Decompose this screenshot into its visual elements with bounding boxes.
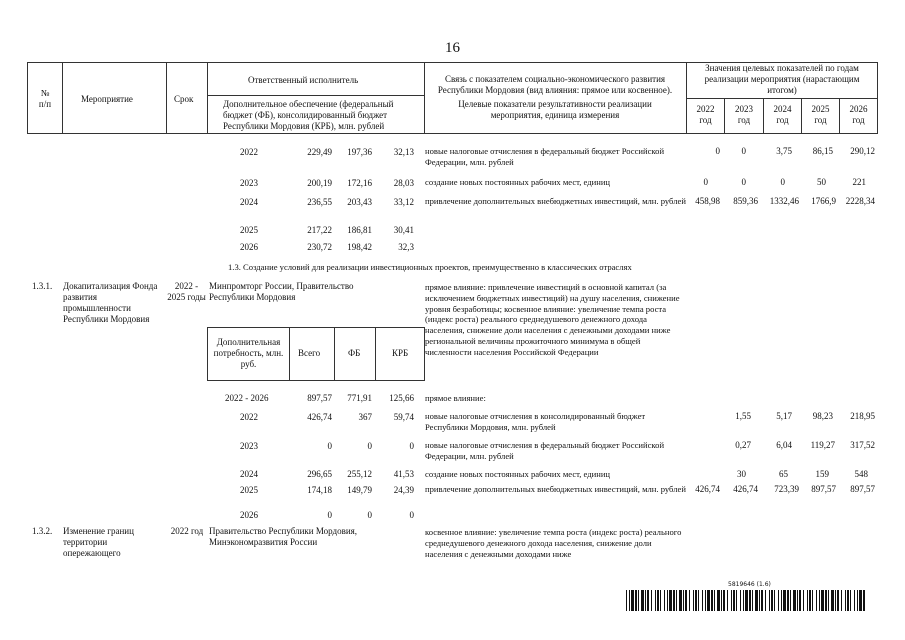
indicator-value-2026: 2228,34 <box>845 196 875 206</box>
indicator-text: новые налоговые отчисления в федеральный бюджет Российской Федерации, млн. рублей <box>425 146 665 167</box>
header-year-2023: 2023 год <box>735 104 753 125</box>
funding-krb: 30,41 <box>393 225 414 235</box>
funding-fb: 197,36 <box>347 147 372 157</box>
item-executor: Правительство Республики Мордовия, Минэкономразвития России <box>209 526 358 547</box>
item-link-text: прямое влияние: привлечение инвестиций в основной капитал (за исключением бюджетных инвестиций) на душу населения, снижение уровня безработицы; косвенное влияние: увеличение темпа роста (индекс роста) реального среднедушевого денежного дохода населения, снижение доли населения с денежными доходами ниже региональной величины прожиточного минимума в общей численности населения Российской Федерации <box>425 282 680 357</box>
funding-krb: 41,53 <box>393 469 414 479</box>
indicator-text: создание новых постоянных рабочих мест, единиц <box>425 469 611 479</box>
indicator-value-2025: 98,23 <box>812 411 833 421</box>
header-event: Мероприятие <box>81 94 133 104</box>
funding-year: 2026 <box>240 510 258 520</box>
indicator-value-2023: 426,74 <box>733 484 758 494</box>
indicator-text: новые налоговые отчисления в федеральный бюджет Российской Федерации, млн. рублей <box>425 440 665 461</box>
funding-year: 2024 <box>240 469 258 479</box>
funding-total: 296,65 <box>307 469 332 479</box>
funding-krb: 125,66 <box>389 393 414 403</box>
funding-krb: 0 <box>409 441 414 451</box>
indicator-text: привлечение дополнительных внебюджетных инвестиций, млн. рублей <box>425 196 686 206</box>
funding-year: 2025 <box>240 225 258 235</box>
indicator-value-2023: 0,27 <box>735 440 751 450</box>
header-additional: Дополнительное обеспечение (федеральный бюджет (ФБ), консолидированный бюджет Республики Мордовия (КРБ), млн. рублей <box>223 99 394 131</box>
indicator-value-2024: 3,75 <box>776 146 792 156</box>
header-year-2026: 2026 год <box>849 104 868 125</box>
indicator-value-2026: 221 <box>852 177 866 187</box>
section-title: 1.3. Создание условий для реализации инвестиционных проектов, преимущественно в классических отраслях <box>228 262 632 272</box>
indicator-value-2025: 119,27 <box>810 440 835 450</box>
funding-fb: 0 <box>367 510 372 520</box>
indicator-value-2022: 458,98 <box>695 196 720 206</box>
funding-total: 229,49 <box>307 147 332 157</box>
barcode-id: 5819646 (1.6) <box>728 581 771 588</box>
indicator-value-2025: 897,57 <box>811 484 836 494</box>
indicator-text: привлечение дополнительных внебюджетных инвестиций, млн. рублей <box>425 484 686 494</box>
funding-year: 2026 <box>240 242 258 252</box>
funding-fb: 186,81 <box>347 225 372 235</box>
funding-krb: 28,03 <box>393 178 414 188</box>
funding-total: 426,74 <box>307 412 332 422</box>
indicator-text: создание новых постоянных рабочих мест, единиц <box>425 177 611 187</box>
funding-fb: 172,16 <box>347 178 372 188</box>
col-fb: ФБ <box>348 348 361 358</box>
header-year-2022: 2022 год <box>696 104 715 125</box>
funding-year: 2024 <box>240 197 258 207</box>
indicator-value-2025: 1766,9 <box>811 196 836 206</box>
item-link-text: косвенное влияние: увеличение темпа роста (индекс роста) реального среднедушевого денежного дохода населения, снижение доли населения с денежными доходами ниже <box>425 527 682 559</box>
funding-total: 217,22 <box>307 225 332 235</box>
indicator-value-2023: 0 <box>741 177 746 187</box>
item-term: 2022 год <box>170 526 204 536</box>
funding-fb: 255,12 <box>347 469 372 479</box>
funding-krb: 32,3 <box>398 242 414 252</box>
funding-krb: 59,74 <box>393 412 414 422</box>
funding-fb: 203,43 <box>347 197 372 207</box>
funding-total: 0 <box>327 510 332 520</box>
page-number: 16 <box>445 40 460 56</box>
indicator-value-2026: 290,12 <box>850 146 875 156</box>
funding-year: 2025 <box>240 485 258 495</box>
indicator-value-2026: 218,95 <box>850 411 875 421</box>
header-year-2025: 2025 год <box>811 104 830 125</box>
indicator-value-2024: 6,04 <box>776 440 792 450</box>
header-executor: Ответственный исполнитель <box>248 75 359 85</box>
funding-total: 236,55 <box>307 197 332 207</box>
funding-krb: 0 <box>409 510 414 520</box>
col-total: Всего <box>298 348 321 358</box>
header-num: № п/п <box>38 88 52 109</box>
funding-krb: 33,12 <box>393 197 414 207</box>
indicator-value-2022: 0 <box>715 146 720 156</box>
col-krb: КРБ <box>392 348 409 358</box>
funding-krb: 32,13 <box>393 147 414 157</box>
indicator-value-2026: 897,57 <box>850 484 875 494</box>
indicator-value-2022: 426,74 <box>695 484 720 494</box>
funding-krb: 24,39 <box>393 485 414 495</box>
indicator-value-2024: 723,39 <box>774 484 799 494</box>
indicator-value-2026: 548 <box>854 469 868 479</box>
indicator-value-2023: 0 <box>741 146 746 156</box>
indicator-value-2026: 317,52 <box>850 440 875 450</box>
funding-fb: 198,42 <box>347 242 372 252</box>
funding-year: 2022 - 2026 <box>225 393 269 403</box>
item-executor: Минпромторг России, Правительство Республики Мордовия <box>209 281 354 302</box>
item-term: 2022 - 2025 годы <box>167 281 206 302</box>
item-number: 1.3.1. <box>32 281 53 291</box>
header-link: Связь с показателем социально-экономического развития Республики Мордовия (вид влияния: прямое или косвенное). <box>437 74 673 95</box>
item-name: Докапитализация Фонда развития промышленности Республики Мордовия <box>63 281 158 324</box>
indicator-value-2024: 0 <box>780 177 785 187</box>
funding-year: 2023 <box>240 178 258 188</box>
indicator-value-2024: 1332,46 <box>769 196 799 206</box>
funding-fb: 771,91 <box>347 393 372 403</box>
indicator-value-2023: 1,55 <box>735 411 751 421</box>
direct-influence-label: прямое влияние: <box>425 393 486 403</box>
header-indicators: Целевые показатели результативности реализации мероприятия, единица измерения <box>458 99 652 120</box>
indicator-value-2023: 859,36 <box>733 196 758 206</box>
header-term: Срок <box>174 94 194 104</box>
header-values-title: Значения целевых показателей по годам реализации мероприятия (нарастающим итогом) <box>704 63 860 95</box>
indicator-text: новые налоговые отчисления в консолидированный бюджет Республики Мордовия, млн. рублей <box>425 411 646 432</box>
funding-year: 2022 <box>240 412 258 422</box>
funding-total: 897,57 <box>307 393 332 403</box>
indicator-value-2025: 50 <box>817 177 826 187</box>
funding-total: 174,18 <box>307 485 332 495</box>
funding-fb: 0 <box>367 441 372 451</box>
indicator-value-2023: 30 <box>737 469 746 479</box>
funding-year: 2022 <box>240 147 258 157</box>
funding-fb: 149,79 <box>347 485 372 495</box>
funding-total: 230,72 <box>307 242 332 252</box>
header-year-2024: 2024 год <box>773 104 792 125</box>
need-label: Дополнительная потребность, млн. руб. <box>213 337 284 369</box>
indicator-value-2025: 159 <box>815 469 829 479</box>
funding-total: 0 <box>327 441 332 451</box>
item-name: Изменение границ территории опережающего <box>63 526 134 558</box>
funding-year: 2023 <box>240 441 258 451</box>
indicator-value-2024: 5,17 <box>776 411 792 421</box>
funding-total: 200,19 <box>307 178 332 188</box>
funding-fb: 367 <box>358 412 372 422</box>
barcode-image <box>626 590 866 611</box>
indicator-value-2022: 0 <box>703 177 708 187</box>
indicator-value-2024: 65 <box>779 469 788 479</box>
indicator-value-2025: 86,15 <box>812 146 833 156</box>
item-number: 1.3.2. <box>32 526 53 536</box>
